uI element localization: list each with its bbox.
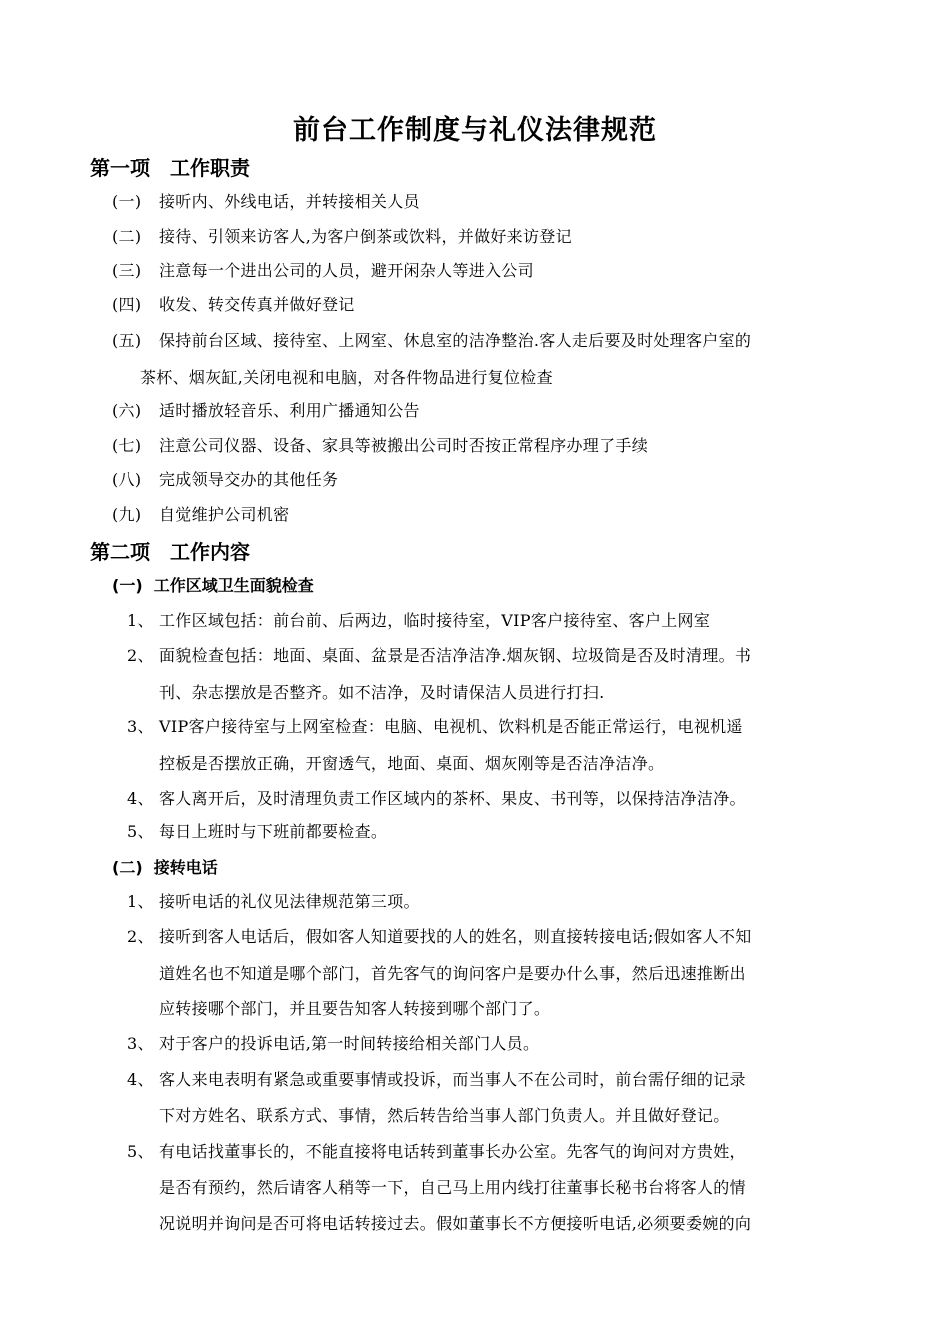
list-marker: 3、 bbox=[127, 1034, 154, 1053]
list-item-text: 面貌检查包括：地面、桌面、盆景是否洁净洁净.烟灰钢、垃圾筒是否及时清理。书 bbox=[159, 646, 752, 665]
list-marker: (四) bbox=[112, 295, 142, 314]
list-item-continuation: 应转接哪个部门，并且要告知客人转接到哪个部门了。 bbox=[159, 999, 551, 1018]
list-item-text: 接听电话的礼仪见法律规范第三项。 bbox=[159, 892, 420, 911]
list-item-text: 客人离开后，及时清理负责工作区域内的茶杯、果皮、书刊等，以保持洁净洁净。 bbox=[159, 789, 746, 808]
list-item-text: 客人来电表明有紧急或重要事情或投诉，而当事人不在公司时，前台需仔细的记录 bbox=[159, 1070, 746, 1089]
list-item-text: 适时播放轻音乐、利用广播通知公告 bbox=[159, 401, 420, 420]
list-item bbox=[127, 1139, 746, 1162]
list-item-text: 接听到客人电话后，假如客人知道要找的人的姓名，则直接转接电话;假如客人不知 bbox=[159, 927, 752, 946]
list-item-text: 注意每一个进出公司的人员，避开闲杂人等进入公司 bbox=[159, 261, 534, 280]
subsection-1-heading: (一) 工作区域卫生面貌检查 bbox=[112, 576, 314, 595]
list-item bbox=[112, 467, 338, 490]
list-item-text: 完成领导交办的其他任务 bbox=[159, 470, 339, 489]
list-marker: (三) bbox=[112, 261, 142, 280]
list-item-continuation: 控板是否摆放正确，开窗透气，地面、桌面、烟灰刚等是否洁净洁净。 bbox=[159, 754, 665, 773]
list-item bbox=[127, 786, 746, 809]
list-item bbox=[127, 924, 752, 947]
list-item-continuation: 是否有预约，然后请客人稍等一下，自己马上用内线打往董事长秘书台将客人的情 bbox=[159, 1178, 746, 1197]
list-item bbox=[127, 1031, 539, 1054]
list-item-text: 注意公司仪器、设备、家具等被搬出公司时否按正常程序办理了手续 bbox=[159, 436, 649, 455]
list-item-text: 工作区域包括：前台前、后两边，临时接待室，VIP客户接待室、客户上网室 bbox=[159, 611, 711, 630]
list-item-text: 接待、引领来访客人,为客户倒茶或饮料，并做好来访登记 bbox=[159, 227, 572, 246]
list-item bbox=[127, 819, 387, 842]
list-marker: 1、 bbox=[127, 892, 154, 911]
list-item-continuation: 况说明并询问是否可将电话转接过去。假如董事长不方便接听电话,必须要委婉的向 bbox=[159, 1214, 752, 1233]
list-marker: (六) bbox=[112, 401, 142, 420]
list-item bbox=[127, 608, 710, 631]
list-item bbox=[127, 889, 420, 912]
list-item bbox=[112, 292, 355, 315]
list-marker: (九) bbox=[112, 505, 142, 524]
list-item-continuation: 道姓名也不知道是哪个部门，首先客气的询问客户是要办什么事，然后迅速推断出 bbox=[159, 964, 746, 983]
list-marker: 4、 bbox=[127, 1070, 154, 1089]
document-title: 前台工作制度与礼仪法律规范 bbox=[293, 115, 657, 146]
list-item-text: 收发、转交传真并做好登记 bbox=[159, 295, 355, 314]
list-item-text: 接听内、外线电话，并转接相关人员 bbox=[159, 192, 420, 211]
list-marker: 1、 bbox=[127, 611, 154, 630]
list-item-text: 有电话找董事长的，不能直接将电话转到董事长办公室。先客气的询问对方贵姓， bbox=[159, 1142, 746, 1161]
list-marker: 3、 bbox=[127, 717, 154, 736]
list-item bbox=[112, 224, 572, 247]
list-item-text: 自觉维护公司机密 bbox=[159, 505, 290, 524]
section-2-heading: 第二项 工作内容 bbox=[90, 540, 250, 564]
section-1-heading: 第一项 工作职责 bbox=[90, 156, 250, 180]
list-marker: 2、 bbox=[127, 927, 154, 946]
list-marker: (七) bbox=[112, 436, 142, 455]
list-marker: (二) bbox=[112, 227, 142, 246]
list-item-text: 对于客户的投诉电话,第一时间转接给相关部门人员。 bbox=[159, 1034, 540, 1053]
list-marker: (一) bbox=[112, 192, 142, 211]
list-item bbox=[112, 328, 751, 351]
list-marker: 2、 bbox=[127, 646, 154, 665]
list-marker: 4、 bbox=[127, 789, 154, 808]
list-marker: 5、 bbox=[127, 1142, 154, 1161]
list-marker: 5、 bbox=[127, 822, 154, 841]
subsection-2-heading: (二) 接转电话 bbox=[112, 858, 218, 877]
list-item-continuation: 刊、杂志摆放是否整齐。如不洁净，及时请保洁人员进行打扫. bbox=[159, 683, 605, 702]
list-item bbox=[127, 643, 751, 666]
list-item bbox=[127, 714, 743, 737]
list-item-continuation: 茶杯、烟灰缸,关闭电视和电脑，对各件物品进行复位检查 bbox=[140, 368, 553, 387]
list-item bbox=[112, 433, 648, 456]
list-item-text: VIP客户接待室与上网室检查：电脑、电视机、饮料机是否能正常运行，电视机遥 bbox=[159, 717, 743, 736]
list-item bbox=[127, 1067, 746, 1090]
list-marker: (五) bbox=[112, 331, 142, 350]
list-marker: (八) bbox=[112, 470, 142, 489]
list-item bbox=[112, 189, 420, 212]
list-item bbox=[112, 258, 534, 281]
list-item-text: 保持前台区域、接待室、上网室、休息室的洁净整治.客人走后要及时处理客户室的 bbox=[159, 331, 752, 350]
list-item-text: 每日上班时与下班前都要检查。 bbox=[159, 822, 388, 841]
list-item bbox=[112, 398, 420, 421]
list-item bbox=[112, 502, 289, 525]
list-item-continuation: 下对方姓名、联系方式、事情，然后转告给当事人部门负责人。并且做好登记。 bbox=[159, 1106, 730, 1125]
